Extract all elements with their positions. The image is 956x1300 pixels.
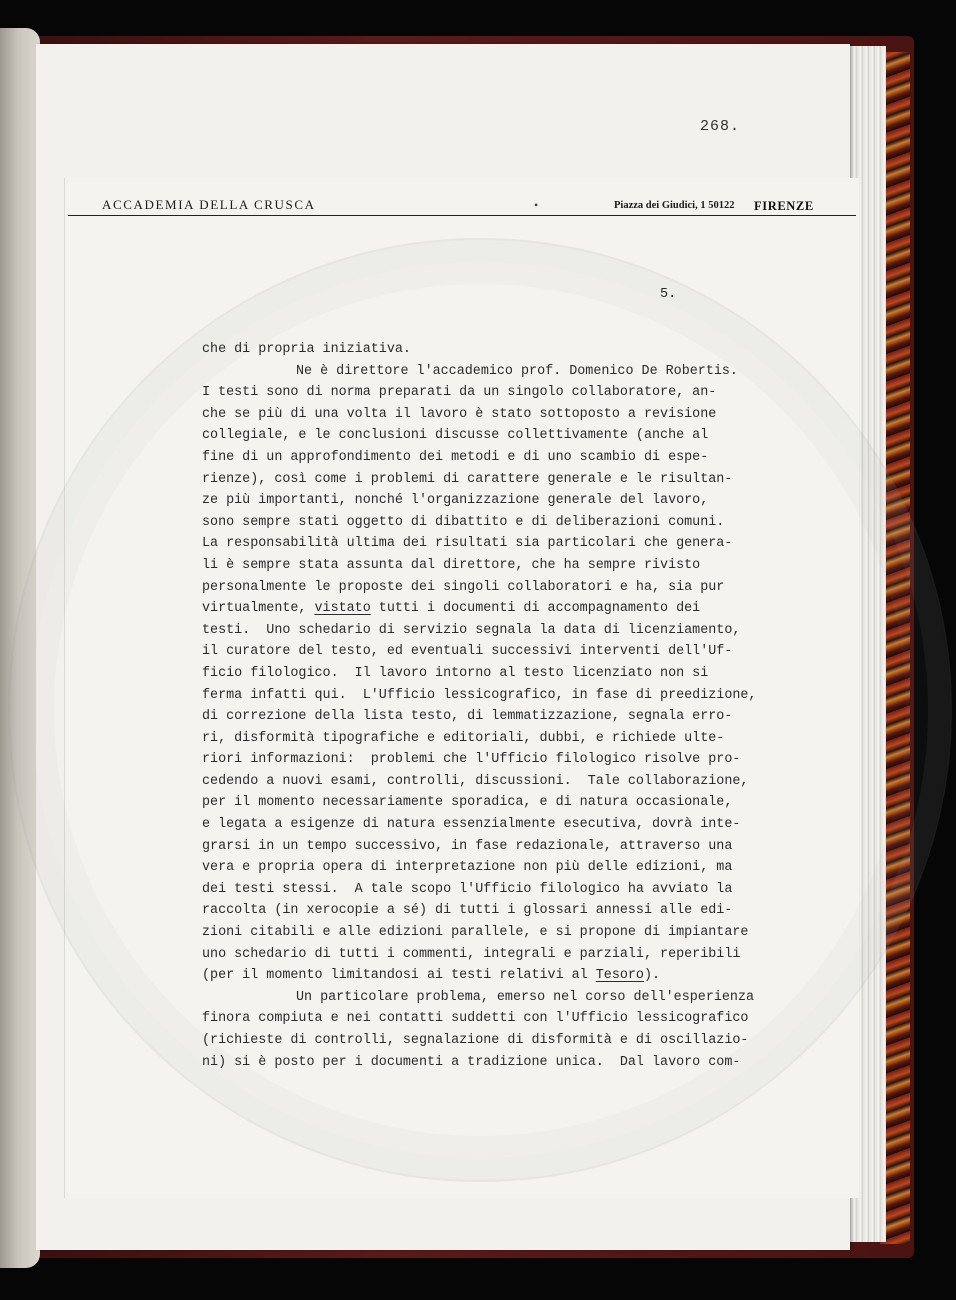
text-line: ze più importanti, nonché l'organizzazione generale del lavoro,: [202, 493, 709, 509]
text-line: La responsabilità ultima dei risultati sia particolari che genera-: [202, 536, 733, 552]
text-line: li è sempre stata assunta dal direttore, che ha sempre rivisto: [202, 557, 701, 573]
text-line: testi. Uno schedario di servizio segnala la data di licenziamento,: [202, 622, 741, 638]
text-line: collegiale, e le conclusioni discusse collettivamente (anche al: [202, 428, 709, 444]
text-line: Un particolare problema, emerso nel corso dell'esperienza: [296, 989, 755, 1005]
text-line: per il momento necessariamente sporadica, e di natura occasionale,: [202, 795, 733, 811]
text-segment: (per il momento limitandosi ai testi relativi al: [202, 968, 596, 984]
text-line: grarsi in un tempo successivo, in fase redazionale, attraverso una: [202, 838, 733, 854]
text-line: Ne è direttore l'accademico prof. Domenico De Robertis.: [296, 363, 738, 379]
text-line: dei testi stessi. A tale scopo l'Ufficio filologico ha avviato la: [202, 881, 733, 897]
text-line: raccolta (in xerocopie a sé) di tutti i glossari annessi alle edi-: [202, 903, 733, 919]
underlined-word: Tesoro: [595, 968, 644, 984]
text-line: ni) si è posto per i documenti a tradizione unica. Dal lavoro com-: [202, 1054, 741, 1070]
text-line: (richieste di controlli, segnalazione di disformità e di oscillazio-: [202, 1033, 749, 1048]
text-line: [202, 965, 842, 987]
text-line: riori informazioni: problemi che l'Ufficio filologico risolve pro-: [202, 752, 741, 768]
text-line: ri, disformità tipografiche e editoriali, dubbi, e richiede ulte-: [202, 730, 725, 746]
page-number: 268.: [700, 118, 741, 135]
typed-body-text: [202, 339, 842, 1073]
text-segment: virtualmente,: [202, 601, 315, 617]
letterhead-dot: •: [534, 198, 539, 212]
text-line: di correzione della lista testo, di lemmatizzazione, segnala erro-: [202, 709, 733, 725]
text-line: che di propria iniziativa.: [202, 342, 411, 357]
text-line: rienze), così come i problemi di carattere generale e le risultan-: [202, 471, 733, 487]
letterhead-rule: [68, 215, 856, 216]
text-line: vera e propria opera di interpretazione non più delle edizioni, ma: [202, 860, 733, 876]
letterhead-address: Piazza dei Giudici, 1 50122: [614, 200, 735, 211]
text-segment: ).: [643, 968, 661, 984]
underlined-word: vistato: [314, 601, 371, 617]
text-line: I testi sono di norma preparati da un singolo collaboratore, an-: [202, 385, 717, 401]
text-line: uno schedario di tutti i commenti, integrali e parziali, reperibili: [202, 946, 741, 962]
text-line: [202, 598, 842, 620]
text-line: sono sempre stati oggetto di dibattito e di deliberazioni comuni.: [202, 514, 725, 530]
text-segment: tutti i documenti di accompagnamento dei: [370, 601, 701, 617]
text-line: finora compiuta e nei contatti suddetti con l'Ufficio lessicografico: [202, 1011, 749, 1027]
document-page-number: 5.: [660, 287, 677, 302]
text-line: cedendo a nuovi esami, controlli, discussioni. Tale collaborazione,: [202, 773, 749, 789]
text-line: che se più di una volta il lavoro è stato sottoposto a revisione: [202, 406, 717, 422]
letterhead-city: FIRENZE: [754, 199, 814, 213]
left-page-edge: [0, 28, 40, 1268]
text-line: il curatore del testo, ed eventuali successivi interventi dell'Uf-: [202, 644, 733, 660]
letterhead-name: ACCADEMIA DELLA CRUSCA: [102, 197, 316, 212]
text-line: fine di un approfondimento dei metodi e di uno scambio di espe-: [202, 449, 709, 465]
text-line: zioni citabili e alle edizioni parallele, e si propone di impiantare: [202, 925, 749, 941]
text-line: ficio filologico. Il lavoro intorno al testo licenziato non si: [202, 665, 709, 681]
text-line: e legata a esigenze di natura essenzialmente esecutiva, dovrà inte-: [202, 817, 741, 833]
text-line: ferma infatti qui. L'Ufficio lessicografico, in fase di preedizione,: [202, 687, 757, 703]
text-line: personalmente le proposte dei singoli collaboratori e ha, sia pur: [202, 579, 725, 595]
